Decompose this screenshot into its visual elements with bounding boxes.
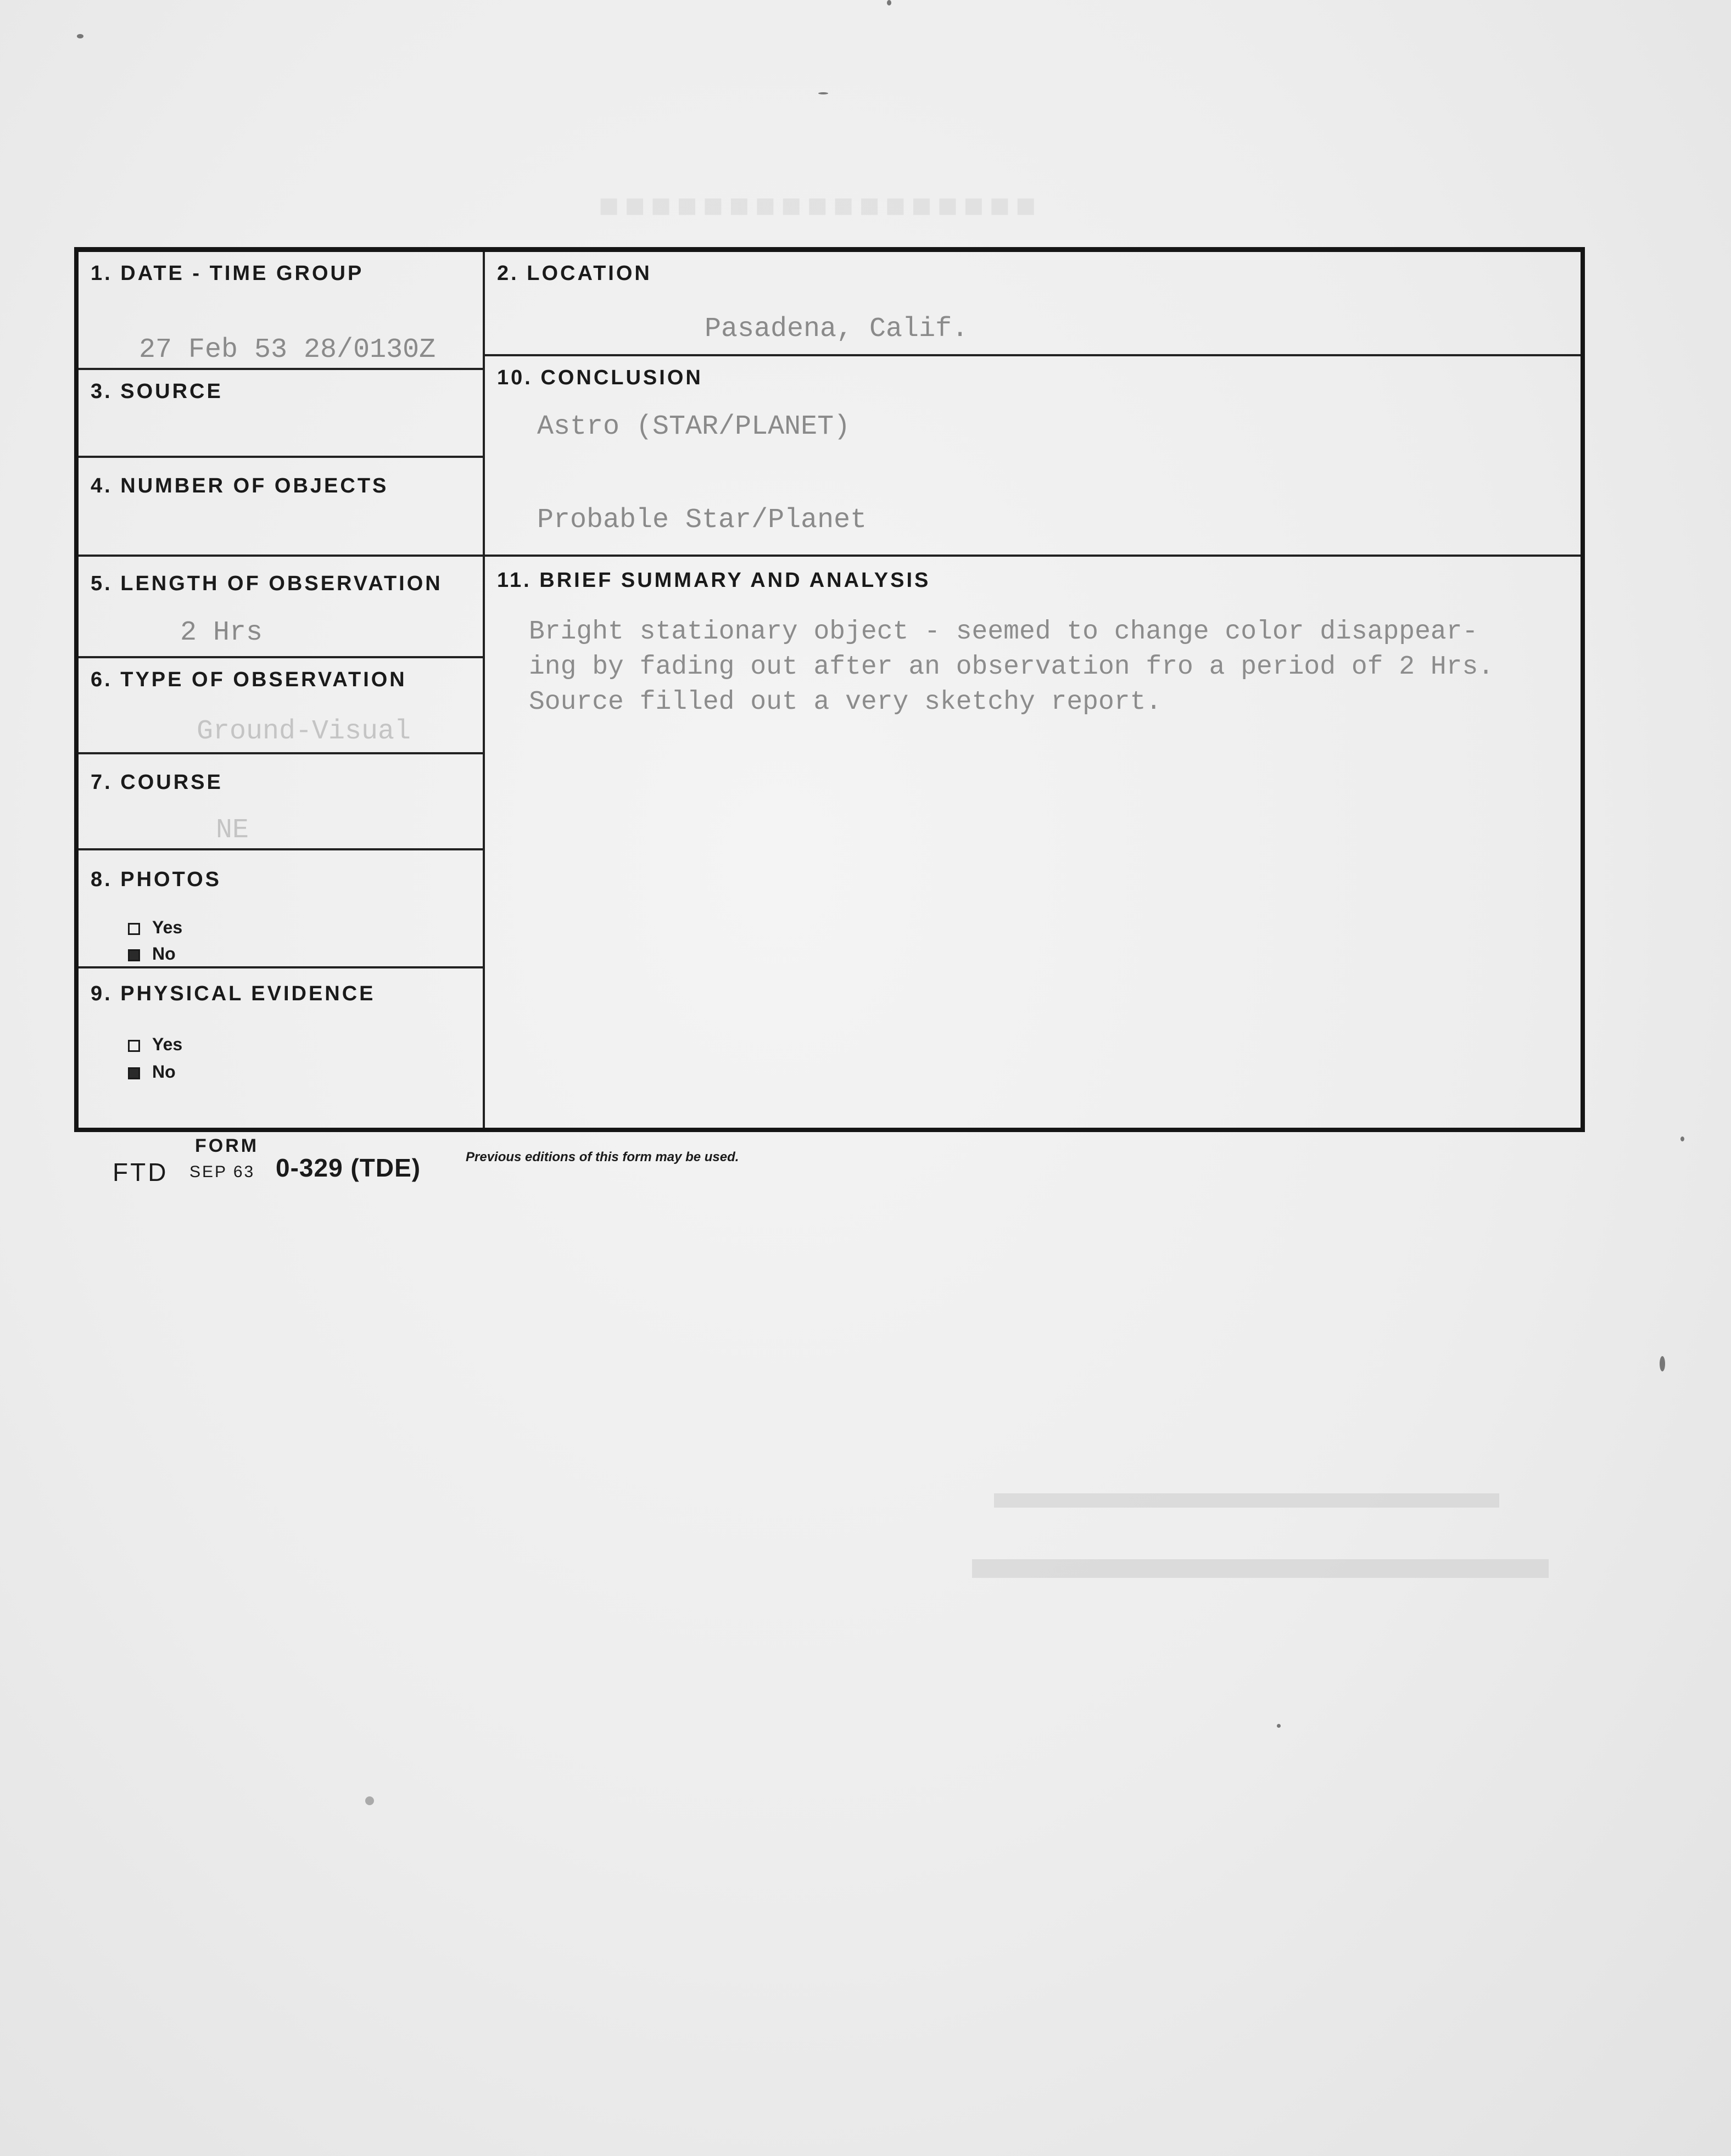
course-cell (79, 754, 485, 850)
conclusion-cell (485, 356, 1581, 557)
physical-evidence-yes-label: Yes (152, 1034, 183, 1054)
form-ftd: FTD (113, 1158, 169, 1186)
bleed-through-text: ■■■■■■■■■■■■■■■■■ (599, 187, 1042, 225)
physical-evidence-no-option (128, 1062, 176, 1082)
dust-speck (365, 1796, 374, 1805)
length-of-observation-cell (79, 557, 485, 658)
dust-speck (1277, 1724, 1281, 1728)
photos-yes-label: Yes (152, 917, 183, 937)
form-edition: SEP 63 (189, 1163, 255, 1181)
photos-yes-option (128, 917, 182, 938)
summary-line: Bright stationary object - seemed to change color disappear- (529, 617, 1478, 647)
form-word: FORM (195, 1135, 259, 1156)
physical-evidence-label: 9. PHYSICAL EVIDENCE (91, 982, 376, 1005)
summary-label: 11. BRIEF SUMMARY AND ANALYSIS (497, 569, 931, 592)
type-of-observation-value: Ground-Visual (197, 716, 411, 747)
photos-no-option (128, 944, 176, 964)
photos-yes-checkbox (128, 923, 140, 935)
length-of-observation-value: 2 Hrs (180, 617, 263, 648)
form-number: 0-329 (TDE) (276, 1153, 421, 1182)
length-of-observation-label: 5. LENGTH OF OBSERVATION (91, 572, 443, 595)
conclusion-secondary: Probable Star/Planet (537, 505, 867, 536)
course-label: 7. COURSE (91, 771, 223, 794)
location-label: 2. LOCATION (497, 262, 652, 285)
source-cell (79, 370, 485, 458)
dust-speck (887, 0, 891, 5)
course-value: NE (216, 815, 249, 846)
dust-speck (1680, 1136, 1684, 1141)
physical-evidence-yes-checkbox (128, 1040, 140, 1052)
dust-speck (818, 92, 828, 94)
report-form (74, 247, 1585, 1132)
summary-line: Source filled out a very sketchy report. (529, 687, 1162, 717)
physical-evidence-no-label: No (152, 1062, 176, 1082)
date-time-group-value: 27 Feb 53 28/0130Z (139, 334, 436, 366)
summary-line: ing by fading out after an observation fro a period of 2 Hrs. (529, 652, 1494, 682)
location-value: Pasadena, Calif. (705, 313, 969, 345)
source-label: 3. SOURCE (91, 380, 223, 403)
bleed-through-smudge (994, 1493, 1499, 1508)
conclusion-label: 10. CONCLUSION (497, 366, 703, 389)
date-time-group-cell (79, 252, 485, 370)
photos-no-checkbox (128, 949, 140, 961)
date-time-group-label: 1. DATE - TIME GROUP (91, 262, 364, 285)
number-of-objects-label: 4. NUMBER OF OBJECTS (91, 474, 389, 497)
type-of-observation-cell (79, 658, 485, 754)
physical-evidence-yes-option (128, 1034, 182, 1055)
photos-no-label: No (152, 944, 176, 964)
bleed-through-smudge (972, 1559, 1549, 1578)
form-edition-note: Previous editions of this form may be used. (466, 1150, 739, 1164)
photos-cell (79, 850, 485, 968)
dust-speck (1660, 1356, 1665, 1371)
physical-evidence-cell (79, 968, 485, 1128)
physical-evidence-no-checkbox (128, 1067, 140, 1079)
conclusion-primary: Astro (STAR/PLANET) (537, 411, 851, 443)
summary-cell (485, 557, 1581, 1128)
type-of-observation-label: 6. TYPE OF OBSERVATION (91, 668, 407, 691)
photos-label: 8. PHOTOS (91, 868, 222, 891)
summary-text (529, 614, 1561, 720)
number-of-objects-cell (79, 458, 485, 557)
location-cell (485, 252, 1581, 356)
dust-speck (77, 34, 83, 38)
